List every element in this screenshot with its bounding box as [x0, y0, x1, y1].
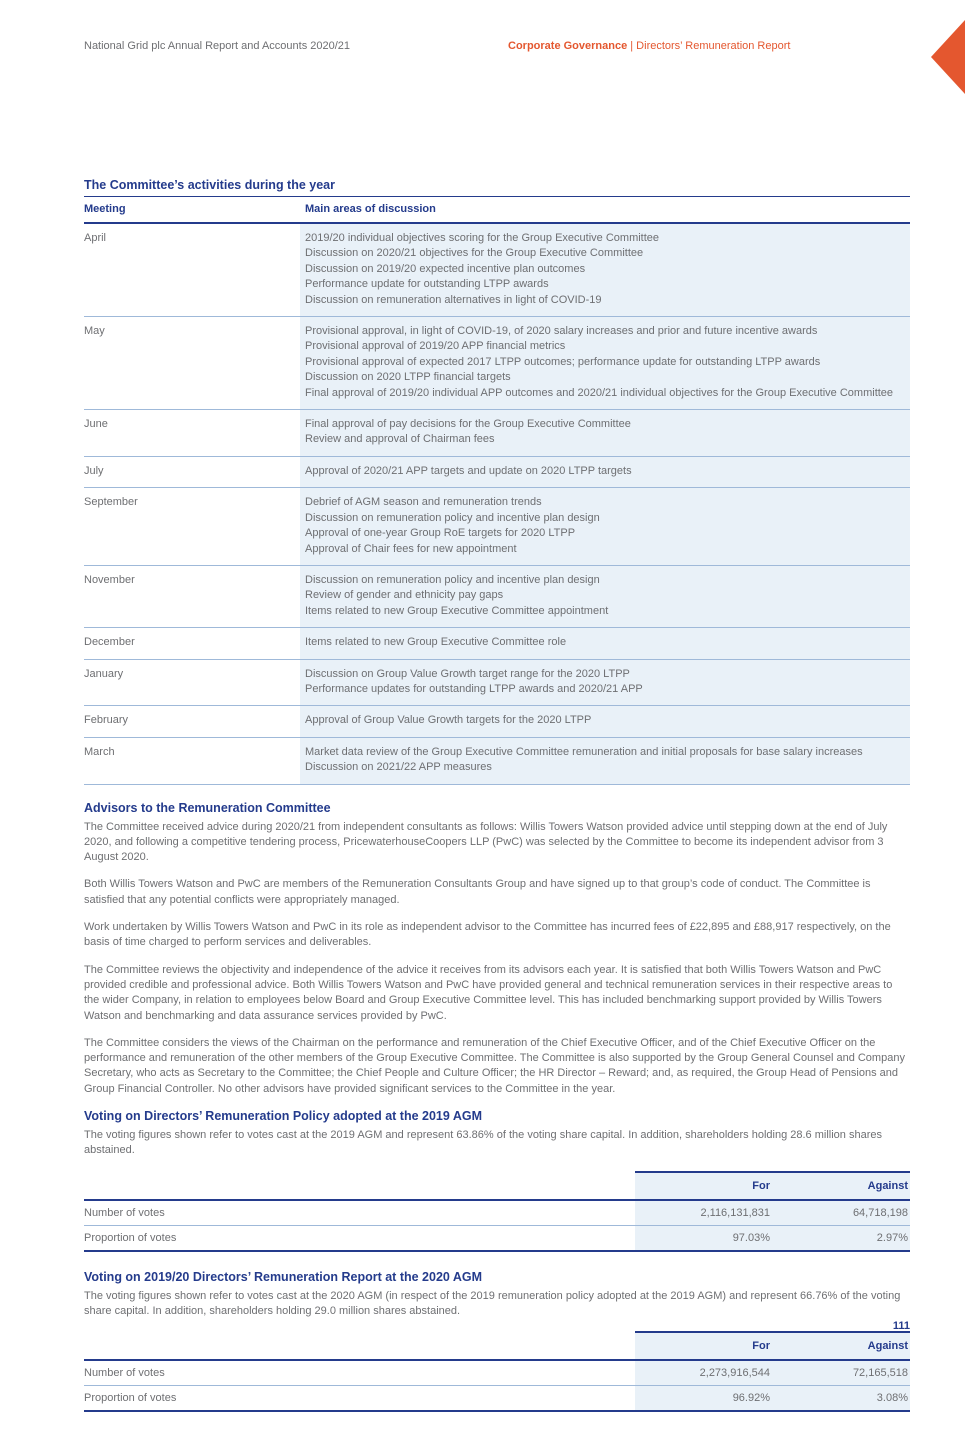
discussion-item: Market data review of the Group Executive Committee remuneration and initial proposals for base salary increases	[305, 745, 863, 758]
voting-2020-intro: The voting figures shown refer to votes cast at the 2020 AGM (in respect of the 2019 remuneration policy adopted at the 2019 AGM) and represent 66.76% of the voting share capital. In addition, shareholders holding 29.0 million shares abstained.	[84, 1289, 901, 1317]
discussion-item: Performance updates for outstanding LTPP awards and 2020/21 APP	[305, 682, 643, 695]
table-row	[84, 1226, 910, 1252]
votes-for-value: 97.03%	[732, 1231, 770, 1244]
discussion-item: Approval of Chair fees for new appointment	[305, 542, 517, 555]
voting-2020-table	[84, 1331, 910, 1412]
activities-table-title: The Committee’s activities during the year	[84, 178, 910, 197]
discussion-cell	[300, 660, 910, 706]
meeting-cell: December	[84, 628, 300, 658]
votes-for-value: 2,116,131,831	[700, 1206, 770, 1219]
table-row	[84, 566, 910, 628]
row-label: Number of votes	[84, 1206, 165, 1219]
column-header-against: Against	[867, 1340, 908, 1353]
row-values	[635, 1386, 910, 1410]
table-row	[84, 738, 910, 785]
column-header-against: Against	[867, 1179, 908, 1192]
column-header-for: For	[752, 1179, 770, 1192]
votes-against-value: 2.97%	[876, 1231, 908, 1244]
meeting-cell: March	[84, 738, 300, 784]
discussion-item: Review and approval of Chairman fees	[305, 433, 495, 446]
meeting-cell: February	[84, 706, 300, 736]
orange-arrow-icon	[931, 20, 965, 94]
table-row	[84, 1386, 910, 1412]
meeting-cell: January	[84, 660, 300, 706]
report-title: National Grid plc Annual Report and Accounts 2020/21	[84, 40, 351, 52]
discussion-item: Discussion on remuneration policy and incentive plan design	[305, 511, 600, 524]
discussion-item: 2019/20 individual objectives scoring for the Group Executive Committee	[305, 232, 660, 244]
row-label: Proportion of votes	[84, 1392, 177, 1405]
page-number: 111	[892, 1320, 910, 1332]
voting-header-spacer	[84, 1331, 635, 1359]
table-row	[84, 224, 910, 317]
discussion-cell	[300, 706, 910, 736]
discussion-item: Performance update for outstanding LTPP awards	[305, 278, 549, 291]
meeting-cell: June	[84, 410, 300, 456]
table-row	[84, 1361, 910, 1386]
discussion-item: Approval of one-year Group RoE targets for 2020 LTPP	[305, 527, 576, 540]
votes-against-value: 72,165,518	[852, 1367, 908, 1380]
voting-table-header	[84, 1331, 910, 1361]
row-label: Proportion of votes	[84, 1231, 177, 1244]
discussion-item: Discussion on 2020/21 objectives for the Group Executive Committee	[305, 247, 644, 260]
discussion-item: Debrief of AGM season and remuneration trends	[305, 496, 542, 509]
discussion-item: Discussion on 2019/20 expected incentive plan outcomes	[305, 262, 586, 275]
votes-for-value: 96.92%	[732, 1392, 770, 1405]
discussion-item: Final approval of pay decisions for the Group Executive Committee	[305, 418, 631, 431]
discussion-item: Discussion on 2021/22 APP measures	[305, 761, 492, 774]
discussion-item: Discussion on remuneration alternatives in light of COVID-19	[305, 293, 602, 306]
row-label: Number of votes	[84, 1367, 165, 1380]
discussion-cell	[300, 317, 910, 409]
row-values	[635, 1361, 910, 1385]
activities-table-header	[84, 197, 910, 224]
discussion-cell	[300, 566, 910, 627]
advisors-heading: Advisors to the Remuneration Committee	[84, 800, 331, 815]
table-row	[84, 488, 910, 566]
voting-2019-heading: Voting on Directors’ Remuneration Policy adopted at the 2019 AGM	[84, 1109, 482, 1124]
discussion-item: Approval of Group Value Growth targets for the 2020 LTPP	[305, 714, 592, 727]
discussion-item: Final approval of 2019/20 individual APP outcomes and 2020/21 individual objectives for the Group Executive Committee	[305, 386, 894, 399]
discussion-item: Review of gender and ethnicity pay gaps	[305, 589, 504, 602]
row-values	[635, 1201, 910, 1225]
discussion-item: Discussion on remuneration policy and incentive plan design	[305, 573, 600, 586]
table-row	[84, 457, 910, 488]
meeting-cell: November	[84, 566, 300, 627]
advisors-paragraph: The Committee considers the views of the Chairman on the performance and remuneration of the Chief Executive Officer, and of the Chief Executive Officer on the performance and remuneration of the other members of the Group Executive Committee. The Committee is also supported by the Group General Counsel and Company Secretary, who acts as Secretary to the Committee; the Chief People and Culture Officer; the HR Director – Reward; and, as required, the Group Head of Pensions and Group Financial Controller. No other advisors have provided significant services to the Committee in the year.	[84, 1036, 905, 1095]
breadcrumb-subsection: | Directors’ Remuneration Report	[630, 40, 791, 52]
breadcrumb	[508, 40, 790, 52]
votes-against-value: 64,718,198	[852, 1206, 908, 1219]
discussion-cell	[300, 738, 910, 784]
discussion-cell	[300, 224, 910, 316]
page-header	[84, 40, 910, 52]
discussion-item: Items related to new Group Executive Committee appointment	[305, 604, 609, 617]
discussion-item: Provisional approval of expected 2017 LTPP outcomes; performance update for outstanding LTPP awards	[305, 355, 821, 368]
column-header-discussion: Main areas of discussion	[305, 203, 436, 215]
voting-2019-table	[84, 1171, 910, 1252]
page-content	[84, 178, 910, 1430]
discussion-item: Items related to new Group Executive Committee role	[305, 636, 567, 649]
column-header-for: For	[752, 1340, 770, 1353]
voting-2019-intro: The voting figures shown refer to votes cast at the 2019 AGM and represent 63.86% of the voting share capital. In addition, shareholders holding 28.6 million shares abstained.	[84, 1129, 882, 1157]
advisors-paragraph: The Committee received advice during 2020/21 from independent consultants as follows: Willis Towers Watson provided advice until stepping down at the end of July 2020, and following a competitive tendering process, PricewaterhouseCoopers LLP (PwC) was selected by the Committee to become its independent advisor from 3 August 2020.	[84, 820, 888, 864]
discussion-item: Discussion on Group Value Growth target range for the 2020 LTPP	[305, 667, 630, 680]
table-row	[84, 410, 910, 457]
meeting-cell: May	[84, 317, 300, 409]
discussion-cell	[300, 628, 910, 658]
discussion-item: Provisional approval, in light of COVID-19, of 2020 salary increases and prior and future incentive awards	[305, 325, 818, 338]
voting-header-values	[635, 1171, 910, 1199]
meeting-cell: April	[84, 224, 300, 316]
meeting-cell: July	[84, 457, 300, 487]
voting-table-header	[84, 1171, 910, 1201]
table-row	[84, 628, 910, 659]
table-row	[84, 706, 910, 737]
breadcrumb-section: Corporate Governance	[508, 40, 631, 52]
discussion-item: Approval of 2020/21 APP targets and update on 2020 LTPP targets	[305, 464, 632, 477]
discussion-item: Provisional approval of 2019/20 APP financial metrics	[305, 340, 566, 353]
column-header-meeting: Meeting	[84, 203, 126, 215]
advisors-paragraph: The Committee reviews the objectivity and independence of the advice it receives from its advisors each year. It is satisfied that both Willis Towers Watson and PwC provided credible and professional advice. Both Willis Towers Watson and PwC have provided general and technical remuneration services in their respective areas to the wider Company, in relation to employees below Board and Group Executive Committee level. This has included benchmarking support provided by Willis Towers Watson and benchmarking and data assurance services provided by PwC.	[84, 963, 893, 1022]
discussion-cell	[300, 488, 910, 565]
votes-against-value: 3.08%	[876, 1392, 908, 1405]
votes-for-value: 2,273,916,544	[699, 1367, 770, 1380]
discussion-cell	[300, 410, 910, 456]
discussion-item: Discussion on 2020 LTPP financial targets	[305, 371, 511, 384]
advisors-paragraph: Work undertaken by Willis Towers Watson and PwC in its role as independent advisor to the Committee has incurred fees of £22,895 and £88,917 respectively, on the basis of time charged to perform services and deliverables.	[84, 921, 891, 949]
row-values	[635, 1226, 910, 1250]
advisors-paragraph: Both Willis Towers Watson and PwC are members of the Remuneration Consultants Group and have signed up to that group’s code of conduct. The Committee is satisfied that any potential conflicts were appropriately managed.	[84, 878, 871, 906]
table-row	[84, 1201, 910, 1226]
meeting-cell: September	[84, 488, 300, 565]
voting-header-spacer	[84, 1171, 635, 1199]
voting-header-values	[635, 1331, 910, 1359]
table-row	[84, 317, 910, 410]
discussion-cell	[300, 457, 910, 487]
table-row	[84, 660, 910, 707]
voting-2020-heading: Voting on 2019/20 Directors’ Remuneration Report at the 2020 AGM	[84, 1269, 483, 1284]
